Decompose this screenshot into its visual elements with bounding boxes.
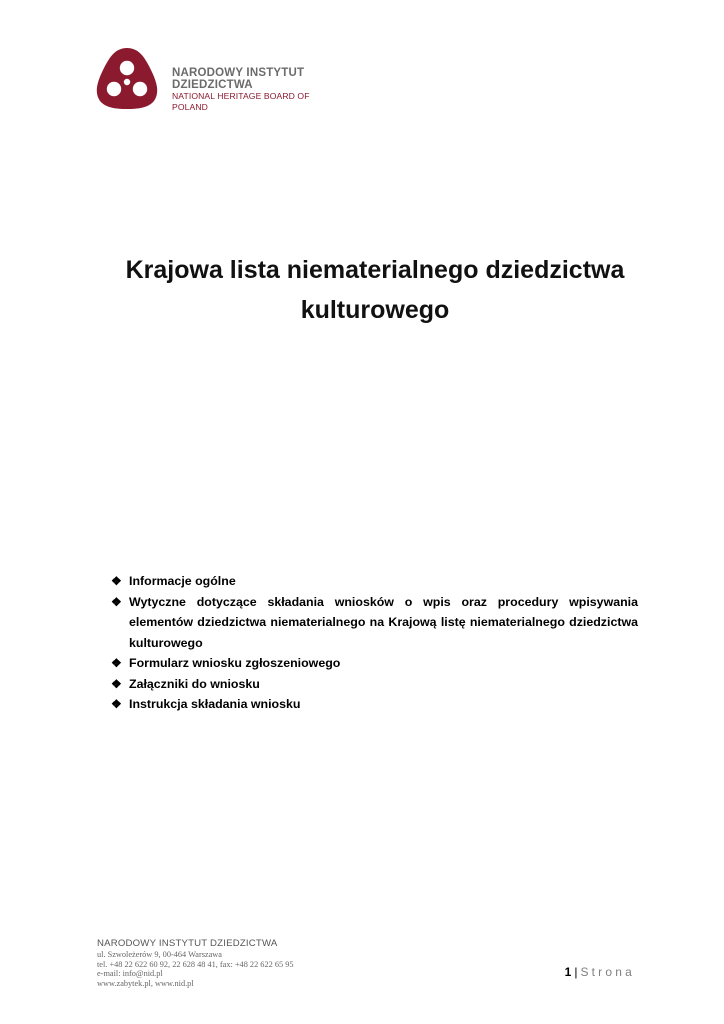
footer-email: e-mail: info@nid.pl bbox=[97, 969, 163, 979]
contents-list bbox=[111, 571, 638, 715]
footer-org-name: NARODOWY INSTYTUT DZIEDZICTWA bbox=[97, 938, 278, 949]
footer-address: ul. Szwoleżerów 9, 00-464 Warszawa bbox=[97, 950, 222, 959]
page-word: Strona bbox=[580, 965, 635, 979]
list-item-text: Instrukcja składania wniosku bbox=[129, 697, 301, 711]
footer-websites: www.zabytek.pl, www.nid.pl bbox=[97, 978, 194, 988]
page-separator: | bbox=[574, 965, 578, 979]
trefoil-logo-icon bbox=[94, 46, 160, 110]
list-item-text: Załączniki do wniosku bbox=[129, 676, 260, 691]
page-number-footer bbox=[565, 964, 635, 980]
list-item bbox=[111, 694, 638, 715]
footer-contact-block bbox=[97, 938, 317, 988]
logo-english-name: NATIONAL HERITAGE BOARD OF POLAND bbox=[172, 91, 310, 112]
list-item bbox=[111, 592, 638, 654]
diamond-bullet-icon: ❖ bbox=[111, 594, 122, 609]
logo-name-line-2: DZIEDZICTWA bbox=[172, 79, 253, 91]
list-item-text: Informacje ogólne bbox=[129, 574, 236, 588]
logo-name-line-1: NARODOWY INSTYTUT bbox=[172, 67, 305, 79]
logo-wordmark bbox=[172, 67, 344, 113]
institution-logo bbox=[94, 46, 344, 110]
list-item-text: Wytyczne dotyczące składania wniosków o wpis oraz procedury wpisywania elementów dziedzictwa niematerialnego na Krajową listę niematerialnego dziedzictwa kulturowego bbox=[129, 594, 638, 650]
document-title bbox=[90, 250, 660, 330]
document-title-line-1: Krajowa lista niematerialnego dziedzictwa bbox=[125, 256, 625, 284]
footer-phones: tel. +48 22 622 60 92, 22 628 48 41, fax: +48 22 622 65 95 bbox=[97, 959, 294, 969]
document-title-line-2: kulturowego bbox=[300, 296, 450, 324]
diamond-bullet-icon: ❖ bbox=[111, 676, 122, 691]
list-item bbox=[111, 571, 638, 592]
list-item bbox=[111, 653, 638, 674]
diamond-bullet-icon: ❖ bbox=[111, 574, 122, 588]
diamond-bullet-icon: ❖ bbox=[111, 697, 122, 711]
diamond-bullet-icon: ❖ bbox=[111, 656, 122, 670]
page-number: 1 bbox=[564, 965, 572, 979]
list-item bbox=[111, 674, 638, 695]
list-item-text: Formularz wniosku zgłoszeniowego bbox=[129, 656, 341, 670]
